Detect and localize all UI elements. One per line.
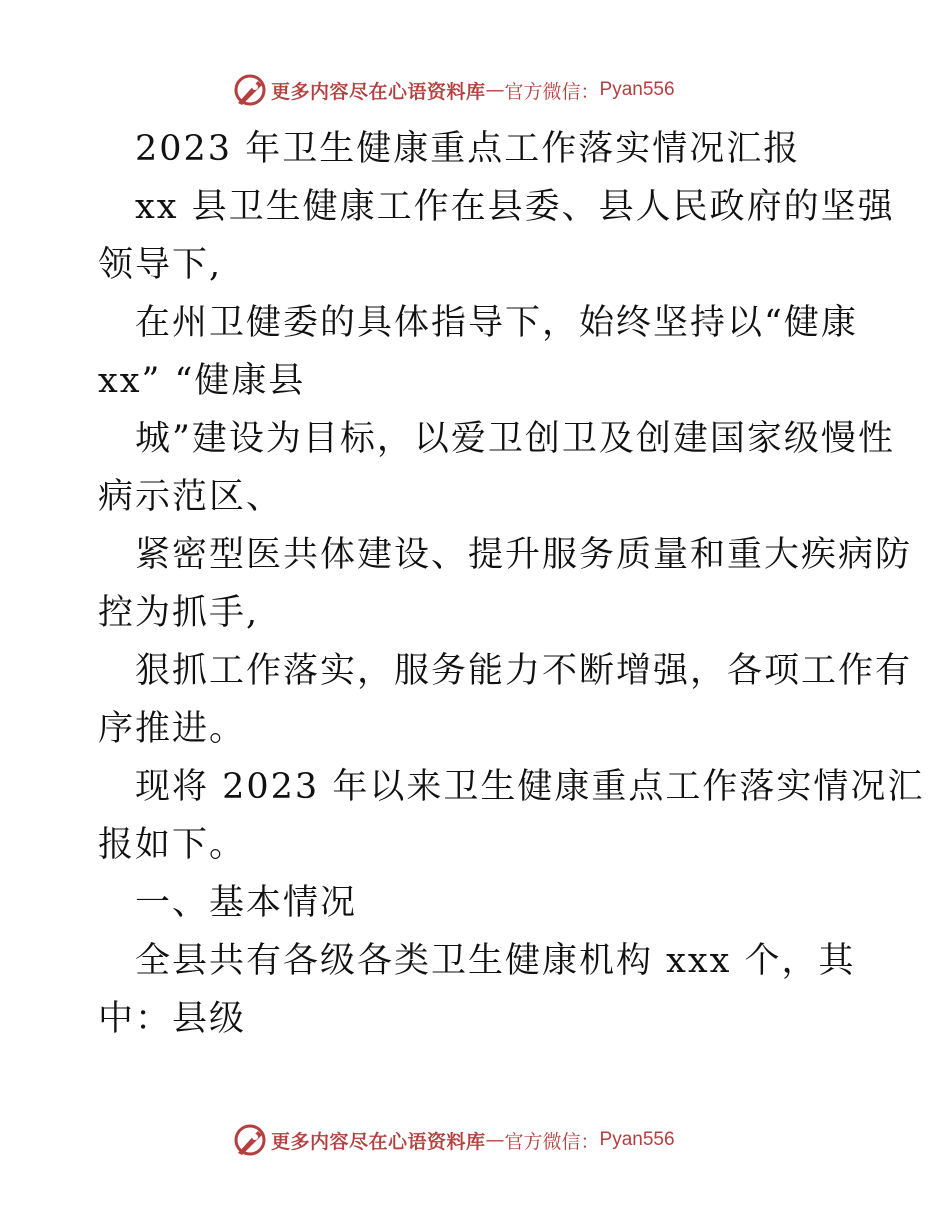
paragraph-line: 序推进。 — [98, 709, 247, 749]
paragraph-line: 控为抓手, — [98, 593, 260, 633]
pen-logo-icon — [233, 1123, 267, 1157]
watermark-slogan: 更多内容尽在心语资料库 — [271, 80, 486, 103]
document-title: 2023 年卫生健康重点工作落实情况汇报 — [135, 129, 801, 169]
watermark-header — [233, 72, 675, 108]
watermark-slogan: 更多内容尽在心语资料库 — [271, 1130, 486, 1153]
pen-logo-icon — [233, 73, 267, 107]
paragraph-line: 中：县级 — [98, 999, 247, 1039]
watermark-dash: — — [485, 79, 505, 101]
watermark-dash: — — [485, 1129, 505, 1151]
section-heading: 一、基本情况 — [135, 883, 358, 923]
paragraph-line: xx 县卫生健康工作在县委、县人民政府的坚强 — [135, 187, 895, 227]
paragraph-line: 全县共有各级各类卫生健康机构 xxx 个，其 — [135, 941, 856, 981]
watermark-wechat-label: 官方微信： — [504, 80, 600, 103]
watermark-footer — [233, 1122, 675, 1158]
paragraph-line: xx” “健康县 — [98, 361, 306, 401]
paragraph-line: 现将 2023 年以来卫生健康重点工作落实情况汇 — [135, 767, 925, 807]
watermark-wechat-id: Pyan556 — [599, 1129, 675, 1150]
paragraph-line: 报如下。 — [98, 825, 247, 865]
paragraph-line: 病示范区、 — [98, 477, 284, 517]
paragraph-line: 城”建设为目标，以爱卫创卫及创建国家级慢性 — [135, 419, 895, 459]
paragraph-line: 领导下, — [98, 245, 223, 285]
watermark-wechat-label: 官方微信： — [504, 1130, 600, 1153]
paragraph-line: 紧密型医共体建设、提升服务质量和重大疾病防 — [135, 535, 913, 575]
paragraph-line: 在州卫健委的具体指导下，始终坚持以“健康 — [135, 303, 858, 343]
paragraph-line: 狠抓工作落实，服务能力不断增强，各项工作有 — [135, 651, 913, 691]
watermark-wechat-id: Pyan556 — [599, 79, 675, 100]
